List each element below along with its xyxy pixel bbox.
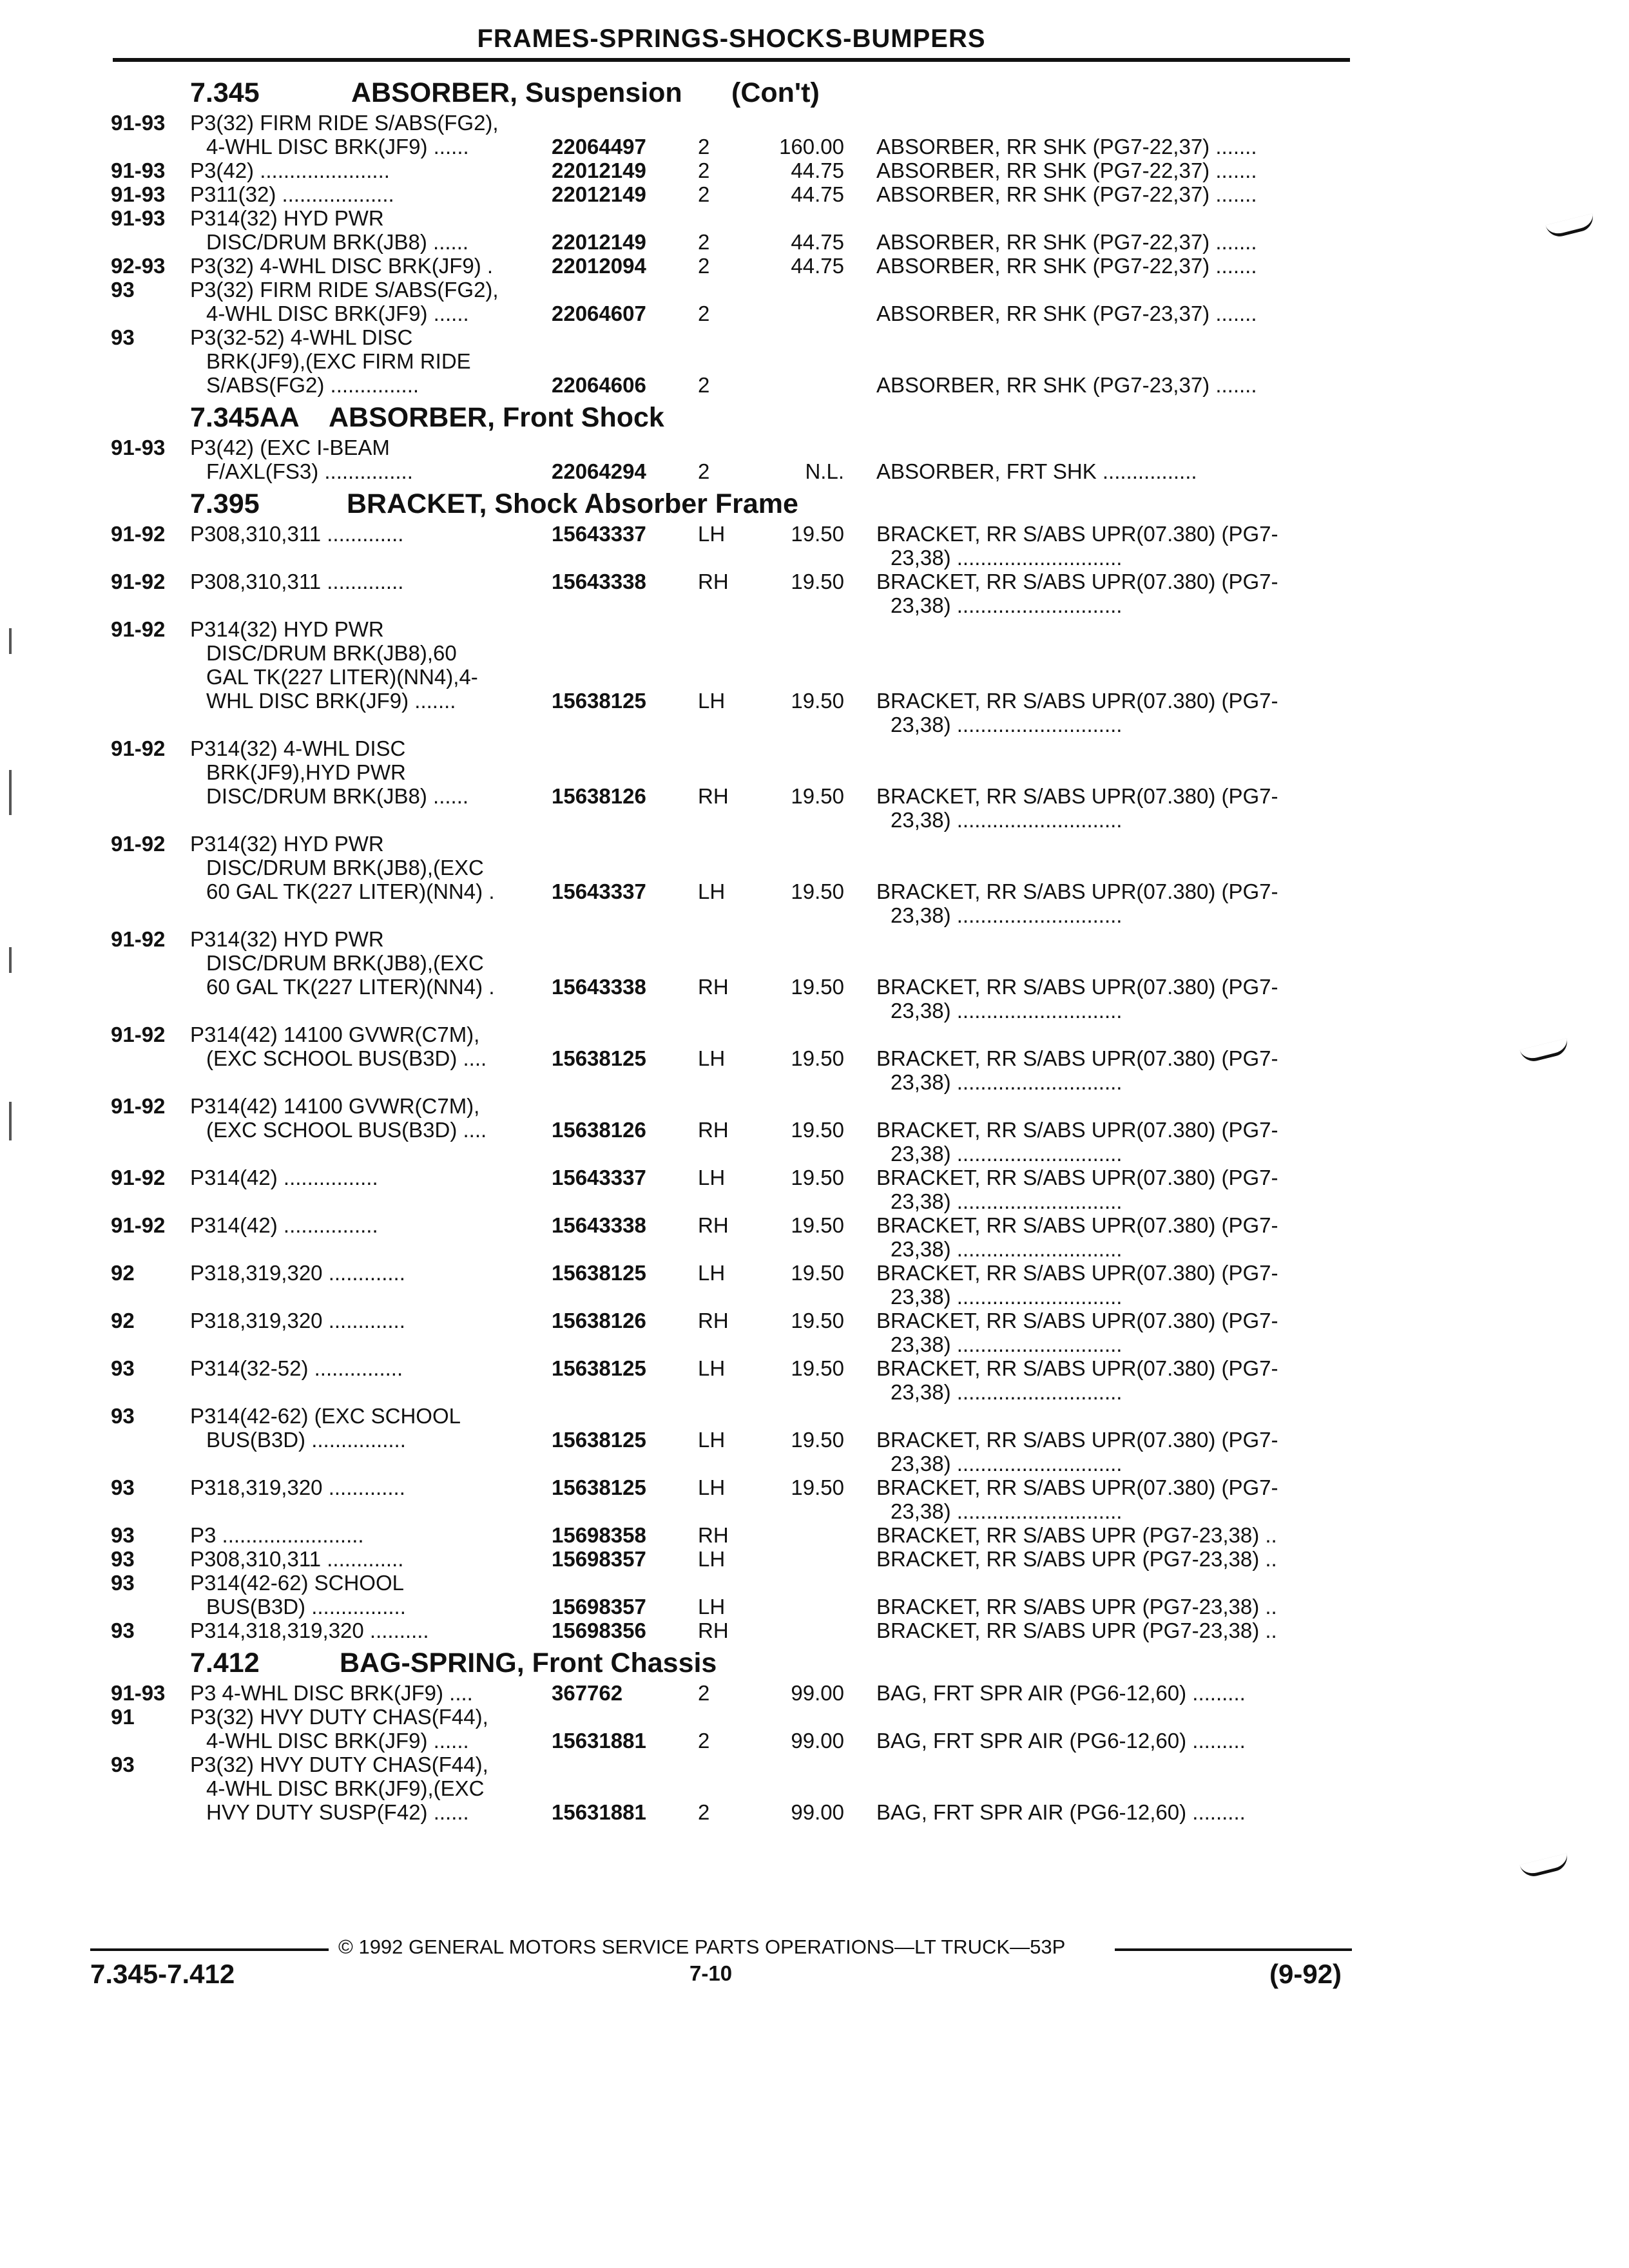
remark-line: 23,38) ............................ [891, 808, 1123, 832]
remark-line: 23,38) ............................ [891, 999, 1123, 1023]
scan-edge-mark [9, 770, 12, 815]
application-description [190, 1404, 461, 1452]
remark-line: BAG, FRT SPR AIR (PG6-12,60) ......... [876, 1681, 1246, 1705]
price: 19.50 [791, 879, 844, 903]
part-remark [876, 459, 1353, 483]
description-line: P3(32) 4-WHL DISC BRK(JF9) . [190, 254, 494, 278]
description-line: P308,310,311 ............. [190, 522, 404, 546]
description-line: P3(32-52) 4-WHL DISC [190, 325, 413, 349]
model-years: 91-92 [111, 617, 166, 641]
part-remark [876, 182, 1353, 206]
part-number: 367762 [552, 1681, 623, 1705]
quantity: LH [698, 522, 726, 546]
remark-line: 23,38) ............................ [891, 593, 1123, 617]
application-description [190, 1523, 364, 1547]
price: 99.00 [791, 1729, 844, 1753]
quantity: RH [698, 1118, 729, 1142]
application-description [190, 1681, 473, 1705]
part-remark [876, 1046, 1353, 1094]
application-description [190, 1261, 405, 1285]
price: 44.75 [791, 254, 844, 278]
footer-rule-left [90, 1948, 329, 1951]
section-number: 7.395 [190, 488, 260, 519]
quantity: RH [698, 1213, 729, 1237]
part-remark [876, 1595, 1353, 1619]
part-number: 15631881 [552, 1729, 646, 1753]
part-number: 15643338 [552, 1213, 646, 1237]
remark-line: 23,38) ............................ [891, 1332, 1123, 1356]
model-years: 93 [111, 1475, 135, 1499]
application-description [190, 182, 394, 206]
quantity: RH [698, 1523, 729, 1547]
description-line: BUS(B3D) ................ [206, 1428, 406, 1452]
quantity: LH [698, 1261, 726, 1285]
model-years: 93 [111, 1619, 135, 1642]
quantity: LH [698, 1046, 726, 1070]
part-remark [876, 1213, 1353, 1261]
price: 44.75 [791, 159, 844, 182]
description-line: P314(42) ................ [190, 1213, 378, 1237]
remark-line: BRACKET, RR S/ABS UPR(07.380) (PG7- [876, 1428, 1278, 1452]
quantity: LH [698, 1356, 726, 1380]
section-number: 7.412 [190, 1648, 260, 1678]
quantity: 2 [698, 254, 710, 278]
price: 19.50 [791, 1118, 844, 1142]
description-line: P3 ........................ [190, 1523, 364, 1547]
application-description [190, 927, 494, 999]
part-number: 15638125 [552, 1046, 646, 1070]
remark-line: BRACKET, RR S/ABS UPR(07.380) (PG7- [876, 1118, 1278, 1142]
description-line: 4-WHL DISC BRK(JF9) ...... [206, 135, 469, 159]
quantity: 2 [698, 230, 710, 254]
description-line: 60 GAL TK(227 LITER)(NN4) . [206, 975, 495, 999]
margin-mark [1519, 1853, 1570, 1879]
description-line: DISC/DRUM BRK(JB8) ...... [206, 230, 469, 254]
price: 19.50 [791, 1213, 844, 1237]
remark-line: ABSORBER, RR SHK (PG7-23,37) ....... [876, 302, 1257, 325]
description-line: P314,318,319,320 .......... [190, 1619, 429, 1642]
application-description [190, 1619, 429, 1642]
model-years: 91-93 [111, 206, 166, 230]
application-description [190, 522, 403, 546]
model-years: 91-92 [111, 570, 166, 593]
description-line: P314(42) ................ [190, 1166, 378, 1189]
section-name: BAG-SPRING, Front Chassis [340, 1648, 717, 1678]
remark-line: 23,38) ............................ [891, 1237, 1123, 1261]
application-description [190, 1475, 405, 1499]
application-description [190, 617, 478, 713]
model-years: 91-92 [111, 736, 166, 760]
description-line: DISC/DRUM BRK(JB8),60 [206, 641, 457, 665]
application-description [190, 832, 494, 903]
model-years: 93 [111, 278, 135, 302]
description-line: P314(32) HYD PWR [190, 617, 384, 641]
part-remark [876, 879, 1353, 927]
description-line: P314(42-62) (EXC SCHOOL [190, 1404, 461, 1428]
scan-edge-mark [9, 628, 12, 654]
remark-line: BRACKET, RR S/ABS UPR(07.380) (PG7- [876, 1213, 1278, 1237]
part-number: 15643338 [552, 570, 646, 593]
application-description [190, 206, 468, 254]
part-remark [876, 1475, 1353, 1523]
description-line: P3 4-WHL DISC BRK(JF9) .... [190, 1681, 473, 1705]
part-remark [876, 1309, 1353, 1356]
part-remark [876, 689, 1353, 736]
part-number: 22012149 [552, 159, 646, 182]
footer-rule-right [1115, 1948, 1352, 1951]
part-number: 22012094 [552, 254, 646, 278]
remark-line: 23,38) ............................ [891, 1070, 1123, 1094]
description-line: WHL DISC BRK(JF9) ....... [206, 689, 456, 713]
model-years: 91-92 [111, 927, 166, 951]
part-remark [876, 1681, 1353, 1705]
application-description [190, 159, 390, 182]
model-years: 93 [111, 1356, 135, 1380]
description-line: BRK(JF9),(EXC FIRM RIDE [206, 349, 471, 373]
part-remark [876, 135, 1353, 159]
price: 44.75 [791, 182, 844, 206]
part-number: 22012149 [552, 182, 646, 206]
part-number: 15638125 [552, 1261, 646, 1285]
remark-line: 23,38) ............................ [891, 546, 1123, 570]
quantity: 2 [698, 1729, 710, 1753]
part-number: 22064607 [552, 302, 646, 325]
remark-line: BRACKET, RR S/ABS UPR (PG7-23,38) .. [876, 1595, 1277, 1619]
part-remark [876, 1523, 1353, 1547]
quantity: 2 [698, 182, 710, 206]
description-line: HVY DUTY SUSP(F42) ...... [206, 1800, 469, 1824]
remark-line: BRACKET, RR S/ABS UPR (PG7-23,38) .. [876, 1523, 1277, 1547]
description-line: P314(32-52) ............... [190, 1356, 403, 1380]
model-years: 93 [111, 1753, 135, 1776]
part-remark [876, 302, 1353, 325]
price: N.L. [805, 459, 844, 483]
description-line: 4-WHL DISC BRK(JF9) ...... [206, 302, 469, 325]
description-line: P3(32) HVY DUTY CHAS(F44), [190, 1705, 488, 1729]
model-years: 91 [111, 1705, 135, 1729]
part-remark [876, 975, 1353, 1023]
model-years: 91-93 [111, 1681, 166, 1705]
part-remark [876, 1800, 1353, 1824]
application-description [190, 1094, 487, 1142]
price: 19.50 [791, 1475, 844, 1499]
part-remark [876, 1261, 1353, 1309]
part-number: 15698357 [552, 1595, 646, 1619]
part-number: 15631881 [552, 1800, 646, 1824]
quantity: RH [698, 975, 729, 999]
application-description [190, 1166, 378, 1189]
margin-mark [1545, 213, 1595, 239]
quantity: 2 [698, 159, 710, 182]
part-number: 15638126 [552, 784, 646, 808]
part-number: 15643337 [552, 1166, 646, 1189]
price: 19.50 [791, 1428, 844, 1452]
header-rule [113, 58, 1350, 62]
model-years: 91-92 [111, 1166, 166, 1189]
quantity: RH [698, 1309, 729, 1332]
description-line: P314(32) HYD PWR [190, 832, 384, 856]
application-description [190, 1547, 403, 1571]
model-years: 92 [111, 1261, 135, 1285]
price: 19.50 [791, 1046, 844, 1070]
description-line: P314(42) 14100 GVWR(C7M), [190, 1094, 480, 1118]
section-number: 7.345 [190, 77, 260, 108]
part-remark [876, 159, 1353, 182]
part-number: 15643337 [552, 879, 646, 903]
price: 19.50 [791, 1166, 844, 1189]
description-line: P3(42) (EXC I-BEAM [190, 436, 390, 459]
description-line: P311(32) ................... [190, 182, 394, 206]
section-name: BRACKET, Shock Absorber Frame [347, 488, 798, 519]
price: 160.00 [779, 135, 844, 159]
remark-line: 23,38) ............................ [891, 1285, 1123, 1309]
description-line: DISC/DRUM BRK(JB8),(EXC [206, 951, 484, 975]
remark-line: 23,38) ............................ [891, 1142, 1123, 1166]
model-years: 91-93 [111, 182, 166, 206]
application-description [190, 1023, 487, 1070]
part-remark [876, 1356, 1353, 1404]
description-line: P318,319,320 ............. [190, 1309, 405, 1332]
description-line: S/ABS(FG2) ............... [206, 373, 419, 397]
part-remark [876, 1729, 1353, 1753]
quantity: 2 [698, 373, 710, 397]
remark-line: BRACKET, RR S/ABS UPR(07.380) (PG7- [876, 1261, 1278, 1285]
part-remark [876, 1166, 1353, 1213]
model-years: 91-93 [111, 111, 166, 135]
remark-line: BRACKET, RR S/ABS UPR(07.380) (PG7- [876, 1475, 1278, 1499]
application-description [190, 1309, 405, 1332]
quantity: LH [698, 879, 726, 903]
price: 19.50 [791, 975, 844, 999]
remark-line: 23,38) ............................ [891, 713, 1123, 736]
part-number: 15638125 [552, 1475, 646, 1499]
model-years: 93 [111, 325, 135, 349]
quantity: LH [698, 1166, 726, 1189]
remark-line: BRACKET, RR S/ABS UPR (PG7-23,38) .. [876, 1547, 1277, 1571]
description-line: P314(42) 14100 GVWR(C7M), [190, 1023, 480, 1046]
model-years: 93 [111, 1547, 135, 1571]
margin-mark [1519, 1038, 1570, 1064]
description-line: P3(32) FIRM RIDE S/ABS(FG2), [190, 278, 499, 302]
quantity: RH [698, 784, 729, 808]
remark-line: BRACKET, RR S/ABS UPR(07.380) (PG7- [876, 975, 1278, 999]
footer-date: (9-92) [1269, 1959, 1342, 1989]
application-description [190, 1213, 378, 1237]
model-years: 93 [111, 1404, 135, 1428]
application-description [190, 436, 413, 483]
description-line: P314(32) HYD PWR [190, 927, 384, 951]
quantity: RH [698, 570, 729, 593]
part-remark [876, 784, 1353, 832]
remark-line: BAG, FRT SPR AIR (PG6-12,60) ......... [876, 1800, 1246, 1824]
remark-line: BRACKET, RR S/ABS UPR (PG7-23,38) .. [876, 1619, 1277, 1642]
model-years: 91-93 [111, 159, 166, 182]
remark-line: 23,38) ............................ [891, 903, 1123, 927]
remark-line: BRACKET, RR S/ABS UPR(07.380) (PG7- [876, 1309, 1278, 1332]
part-remark [876, 1547, 1353, 1571]
application-description [190, 570, 403, 593]
footer-copyright: © 1992 GENERAL MOTORS SERVICE PARTS OPERATIONS—LT TRUCK—53P [338, 1936, 1066, 1958]
remark-line: 23,38) ............................ [891, 1499, 1123, 1523]
part-remark [876, 1428, 1353, 1475]
remark-line: 23,38) ............................ [891, 1189, 1123, 1213]
price: 99.00 [791, 1800, 844, 1824]
section-name: ABSORBER, Suspension [351, 77, 682, 108]
model-years: 92 [111, 1309, 135, 1332]
remark-line: ABSORBER, RR SHK (PG7-22,37) ....... [876, 230, 1257, 254]
part-number: 22012149 [552, 230, 646, 254]
remark-line: ABSORBER, RR SHK (PG7-22,37) ....... [876, 254, 1257, 278]
application-description [190, 1705, 488, 1753]
part-remark [876, 1118, 1353, 1166]
price: 19.50 [791, 522, 844, 546]
application-description [190, 278, 499, 325]
price: 99.00 [791, 1681, 844, 1705]
description-line: P318,319,320 ............. [190, 1261, 405, 1285]
remark-line: BRACKET, RR S/ABS UPR(07.380) (PG7- [876, 1166, 1278, 1189]
application-description [190, 1356, 403, 1380]
model-years: 93 [111, 1571, 135, 1595]
quantity: LH [698, 1428, 726, 1452]
quantity: LH [698, 1547, 726, 1571]
remark-line: BRACKET, RR S/ABS UPR(07.380) (PG7- [876, 879, 1278, 903]
page-header-title: FRAMES-SPRINGS-SHOCKS-BUMPERS [477, 24, 986, 53]
price: 19.50 [791, 689, 844, 713]
model-years: 91-92 [111, 832, 166, 856]
part-number: 15698357 [552, 1547, 646, 1571]
footer-page-number: 7-10 [689, 1961, 733, 1985]
description-line: 4-WHL DISC BRK(JF9),(EXC [206, 1776, 485, 1800]
description-line: P318,319,320 ............. [190, 1475, 405, 1499]
description-line: GAL TK(227 LITER)(NN4),4- [206, 665, 478, 689]
description-line: P314(32) HYD PWR [190, 206, 384, 230]
quantity: 2 [698, 1800, 710, 1824]
price: 19.50 [791, 570, 844, 593]
description-line: DISC/DRUM BRK(JB8),(EXC [206, 856, 484, 879]
part-number: 15638126 [552, 1118, 646, 1142]
remark-line: 23,38) ............................ [891, 1452, 1123, 1475]
description-line: BRK(JF9),HYD PWR [206, 760, 406, 784]
part-number: 22064497 [552, 135, 646, 159]
section-continued: (Con't) [731, 77, 820, 108]
description-line: BUS(B3D) ................ [206, 1595, 406, 1619]
remark-line: 23,38) ............................ [891, 1380, 1123, 1404]
description-line: P308,310,311 ............. [190, 570, 404, 593]
part-number: 15643338 [552, 975, 646, 999]
price: 19.50 [791, 1261, 844, 1285]
description-line: P3(42) ...................... [190, 159, 390, 182]
price: 19.50 [791, 1309, 844, 1332]
part-number: 15698358 [552, 1523, 646, 1547]
scan-edge-mark [9, 1102, 12, 1140]
part-number: 15643337 [552, 522, 646, 546]
description-line: (EXC SCHOOL BUS(B3D) .... [206, 1046, 487, 1070]
quantity: LH [698, 1595, 726, 1619]
description-line: (EXC SCHOOL BUS(B3D) .... [206, 1118, 487, 1142]
part-remark [876, 230, 1353, 254]
description-line: P3(32) FIRM RIDE S/ABS(FG2), [190, 111, 499, 135]
remark-line: BRACKET, RR S/ABS UPR(07.380) (PG7- [876, 522, 1278, 546]
remark-line: ABSORBER, FRT SHK ................ [876, 459, 1197, 483]
model-years: 91-93 [111, 436, 166, 459]
remark-line: BRACKET, RR S/ABS UPR(07.380) (PG7- [876, 784, 1278, 808]
part-number: 22064294 [552, 459, 646, 483]
model-years: 93 [111, 1523, 135, 1547]
model-years: 91-92 [111, 1094, 166, 1118]
section-number: 7.345AA [190, 402, 300, 433]
description-line: P314(42-62) SCHOOL [190, 1571, 404, 1595]
part-remark [876, 254, 1353, 278]
description-line: F/AXL(FS3) ............... [206, 459, 413, 483]
price: 19.50 [791, 784, 844, 808]
part-number: 15638125 [552, 689, 646, 713]
part-number: 15638125 [552, 1428, 646, 1452]
description-line: P3(32) HVY DUTY CHAS(F44), [190, 1753, 488, 1776]
quantity: 2 [698, 1681, 710, 1705]
part-number: 15638125 [552, 1356, 646, 1380]
remark-line: ABSORBER, RR SHK (PG7-22,37) ....... [876, 182, 1257, 206]
application-description [190, 1571, 406, 1619]
application-description [190, 736, 468, 808]
description-line: 4-WHL DISC BRK(JF9) ...... [206, 1729, 469, 1753]
quantity: LH [698, 689, 726, 713]
part-number: 15638126 [552, 1309, 646, 1332]
remark-line: BAG, FRT SPR AIR (PG6-12,60) ......... [876, 1729, 1246, 1753]
model-years: 91-92 [111, 1023, 166, 1046]
application-description [190, 254, 493, 278]
part-remark [876, 373, 1353, 397]
model-years: 91-92 [111, 1213, 166, 1237]
part-remark [876, 1619, 1353, 1642]
quantity: 2 [698, 459, 710, 483]
quantity: LH [698, 1475, 726, 1499]
remark-line: BRACKET, RR S/ABS UPR(07.380) (PG7- [876, 689, 1278, 713]
quantity: RH [698, 1619, 729, 1642]
scan-edge-mark [9, 947, 12, 973]
application-description [190, 325, 471, 397]
model-years: 91-92 [111, 522, 166, 546]
price: 19.50 [791, 1356, 844, 1380]
description-line: 60 GAL TK(227 LITER)(NN4) . [206, 879, 495, 903]
application-description [190, 111, 499, 159]
part-number: 22064606 [552, 373, 646, 397]
quantity: 2 [698, 135, 710, 159]
description-line: DISC/DRUM BRK(JB8) ...... [206, 784, 469, 808]
application-description [190, 1753, 488, 1824]
quantity: 2 [698, 302, 710, 325]
remark-line: ABSORBER, RR SHK (PG7-22,37) ....... [876, 135, 1257, 159]
description-line: P314(32) 4-WHL DISC [190, 736, 406, 760]
footer-section-range: 7.345-7.412 [90, 1959, 235, 1989]
section-name: ABSORBER, Front Shock [329, 402, 664, 433]
part-remark [876, 522, 1353, 570]
remark-line: ABSORBER, RR SHK (PG7-22,37) ....... [876, 159, 1257, 182]
description-line: P308,310,311 ............. [190, 1547, 404, 1571]
price: 44.75 [791, 230, 844, 254]
model-years: 92-93 [111, 254, 166, 278]
remark-line: ABSORBER, RR SHK (PG7-23,37) ....... [876, 373, 1257, 397]
part-remark [876, 570, 1353, 617]
part-number: 15698356 [552, 1619, 646, 1642]
remark-line: BRACKET, RR S/ABS UPR(07.380) (PG7- [876, 1046, 1278, 1070]
remark-line: BRACKET, RR S/ABS UPR(07.380) (PG7- [876, 1356, 1278, 1380]
remark-line: BRACKET, RR S/ABS UPR(07.380) (PG7- [876, 570, 1278, 593]
